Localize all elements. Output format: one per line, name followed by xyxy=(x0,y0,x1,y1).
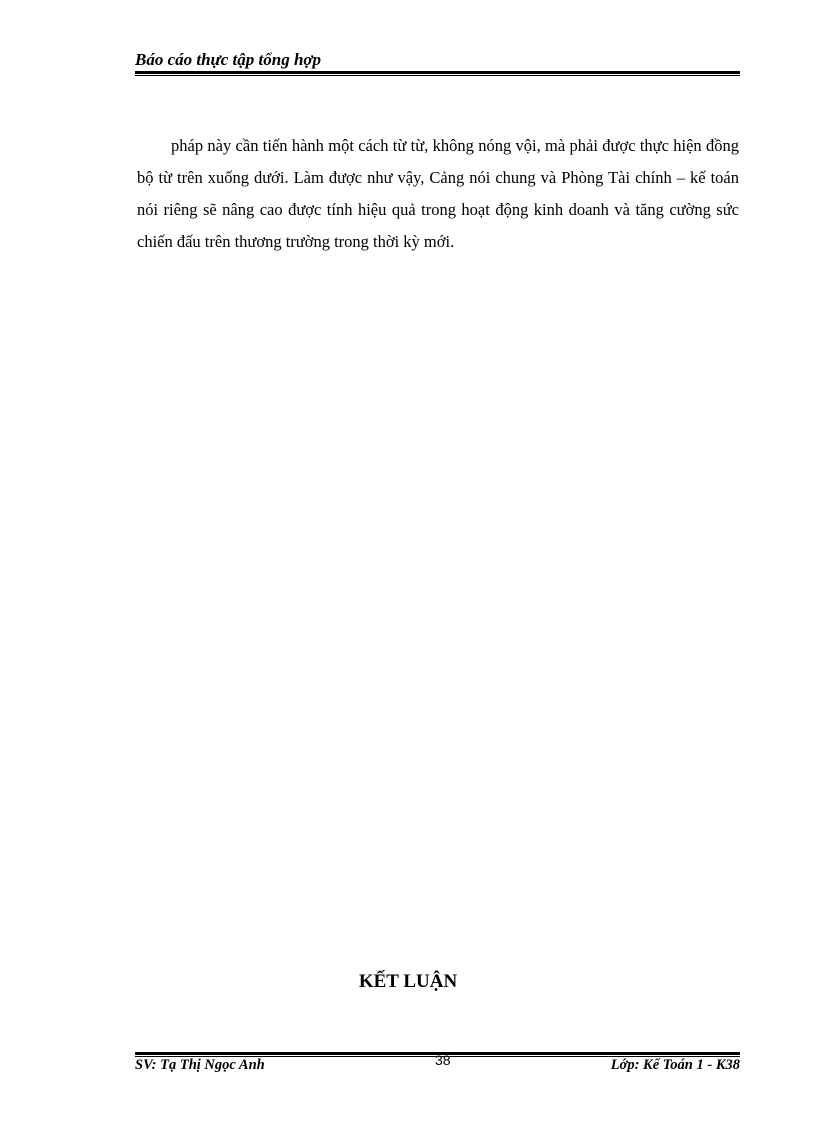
footer-class-label: Lớp: Kế Toán 1 - K38 xyxy=(610,1057,740,1073)
page-number: 38 xyxy=(435,1052,451,1068)
footer-student-name: SV: Tạ Thị Ngọc Anh xyxy=(135,1057,265,1073)
body-paragraph: pháp này cần tiến hành một cách từ từ, không nóng vội, mà phải được thực hiện đồng bộ từ trên xuống dưới. Làm được như vậy, Cảng nói chung và Phòng Tài chính – kế toán nói riêng sẽ nâng cao được tính hiệu quả trong hoạt động kinh doanh và tăng cường sức chiến đấu trên thương trường trong thời kỳ mới. xyxy=(137,136,739,251)
header-divider xyxy=(135,71,740,74)
header-title: Báo cáo thực tập tổng hợp xyxy=(135,50,322,69)
section-heading-conclusion: KẾT LUẬN xyxy=(358,971,458,992)
page-header xyxy=(135,50,740,74)
page-footer xyxy=(135,1052,740,1078)
